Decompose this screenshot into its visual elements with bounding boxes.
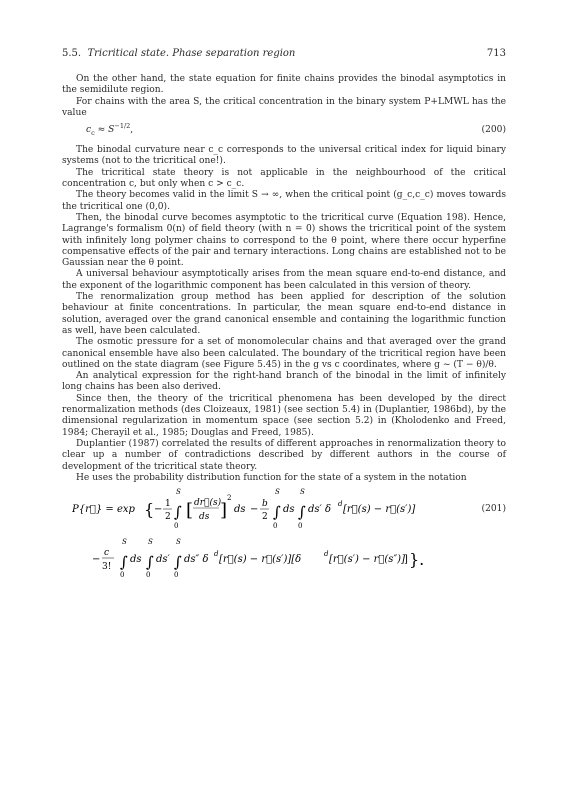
paragraph: The osmotic pressure for a set of monomolecular chains and that averaged over the grand canonical ensemble have also been calculated. The boundary of the tricritical region have been outlined on the state diagram (see Figure 5.45) in the g vs c coordinates, where g ~ (T − θ)/θ. (62, 337, 506, 370)
svg-text:0: 0 (298, 522, 303, 531)
paragraph: A universal behaviour asymptotically arises from the mean square end-to-end distance, and the exponent of the logarithmic component has been calculated in this version of theory. (62, 269, 506, 291)
section-heading: Tricritical state. Phase separation region (87, 48, 296, 59)
svg-text:ds′: ds′ (156, 554, 170, 566)
svg-text:∫: ∫ (120, 553, 128, 572)
svg-text:S: S (122, 538, 127, 547)
section-title (62, 48, 295, 59)
svg-text:0: 0 (273, 522, 278, 531)
svg-text:[r⃗(s) − r⃗(s′)]: [r⃗(s) − r⃗(s′)] (343, 504, 416, 516)
paragraph: Then, the binodal curve becomes asymptotic to the tricritical curve (Equation 198). Hence, Lagrange's formalism 0(n) of field theory (with n = 0) shows the tricritical point of the system with infinitely long polymer chains to correspond to the θ point, where there occur hyperfine compensative effects of the pair and ternary interactions. Long chains are established not to be Gaussian near the θ point. (62, 212, 506, 269)
svg-text:[r⃗(s′) − r⃗(s″)]: [r⃗(s′) − r⃗(s″)] (329, 554, 405, 566)
equation-200-body: $c_c \approx S^{-1/2}$, (86, 122, 134, 137)
paragraph: On the other hand, the state equation for finite chains provides the binodal asymptotics in the semidilute region. (62, 74, 506, 96)
svg-text:ds: ds (199, 512, 210, 523)
svg-text:0: 0 (174, 571, 179, 579)
svg-text:ds: ds (283, 504, 295, 516)
paragraph: The binodal curvature near c_c corresponds to the universal critical index for liquid binary systems (not to the tricritical one!). (62, 145, 506, 167)
eq-brace-left: { (144, 500, 155, 520)
svg-text:[: [ (186, 500, 194, 522)
svg-text:0: 0 (174, 522, 179, 531)
svg-text:S: S (176, 538, 181, 547)
svg-text:d: d (214, 550, 219, 559)
paragraph: The theory becomes valid in the limit S → ∞, when the critical point (g_c,c_c) moves towards the tricritical one (0,0). (62, 190, 506, 212)
svg-text:3!: 3! (102, 562, 112, 573)
svg-text:−: − (92, 554, 101, 566)
svg-text:d: d (324, 550, 329, 559)
paragraph: He uses the probability distribution function for the state of a system in the notation (76, 472, 467, 483)
svg-text:ds″ δ: ds″ δ (184, 554, 209, 566)
svg-text:S: S (275, 488, 280, 497)
svg-text:]: ] (220, 500, 228, 522)
svg-text:∫: ∫ (146, 553, 154, 572)
svg-text:S: S (148, 538, 153, 547)
svg-text:d: d (338, 500, 343, 509)
section-number: 5.5. (62, 48, 82, 59)
paragraph: Since then, the theory of the tricritical phenomena has been developed by the direct renormalization methods (des Cloizeaux, 1981) (see section 5.4) in (Duplantier, 1986bd), by the dimensional regularization in momentum space (see section 5.2) in (Kholodenko and Freed, 1984; Cherayil et al., 1985; Douglas and Freed, 1985). (62, 393, 506, 438)
paragraph: The tricritical state theory is not applicable in the neighbourhood of the critical concentration c, but only when c > c_c. (62, 167, 506, 190)
svg-text:1: 1 (165, 499, 171, 510)
svg-text:∫: ∫ (298, 503, 306, 522)
svg-text:2: 2 (262, 512, 268, 523)
equation-201-line1 (72, 488, 472, 532)
svg-text:0: 0 (146, 571, 151, 579)
svg-text:∫: ∫ (174, 503, 182, 522)
equation-number: (201) (481, 504, 506, 515)
eq-brace-right: }. (409, 550, 425, 570)
paragraph: For chains with the area S, the critical concentration in the binary system P+LMWL has the value (62, 96, 506, 118)
svg-text:c: c (104, 548, 110, 559)
svg-text:S: S (300, 488, 305, 497)
eq-lhs: P{r⃗} = exp (72, 504, 135, 516)
svg-text:0: 0 (120, 571, 125, 579)
running-header (62, 48, 506, 62)
equation-201-line2 (92, 538, 432, 578)
svg-text:∫: ∫ (273, 503, 281, 522)
svg-text:dr⃗(s): dr⃗(s) (194, 498, 222, 509)
svg-text:2: 2 (227, 494, 232, 503)
svg-text:−: − (154, 504, 163, 516)
svg-text:]: ] (404, 554, 408, 566)
page-number: 713 (486, 48, 506, 59)
paragraph: An analytical expression for the right-hand branch of the binodal in the limit of infinitely long chains has been also derived. (62, 371, 506, 393)
svg-text:ds: ds (234, 504, 246, 516)
equation-number: (200) (481, 125, 506, 136)
equation-201-continued (62, 538, 506, 578)
equation-200 (62, 120, 506, 142)
svg-text:S: S (176, 488, 181, 497)
paragraph: Duplantier (1987) correlated the results of different approaches in renormalization theory to clear up a number of contradictions described by different authors in the course of development of the tricritical state theory. (62, 438, 506, 472)
svg-text:b: b (262, 499, 268, 510)
svg-text:∫: ∫ (174, 553, 182, 572)
svg-text:[r⃗(s) − r⃗(s′)][δ: [r⃗(s) − r⃗(s′)][δ (219, 554, 302, 566)
svg-text:−: − (250, 504, 259, 516)
equation-201 (62, 488, 506, 532)
paragraph: The renormalization group method has been applied for description of the solution behaviour at finite concentrations. In particular, the mean square end-to-end distance in solution, averaged over the grand canonical ensemble and containing the logarithmic function as well, have been calculated. (62, 292, 506, 336)
main-text (62, 74, 506, 578)
svg-text:2: 2 (165, 512, 171, 523)
svg-text:ds: ds (130, 554, 142, 566)
svg-text:ds′ δ: ds′ δ (308, 504, 332, 516)
